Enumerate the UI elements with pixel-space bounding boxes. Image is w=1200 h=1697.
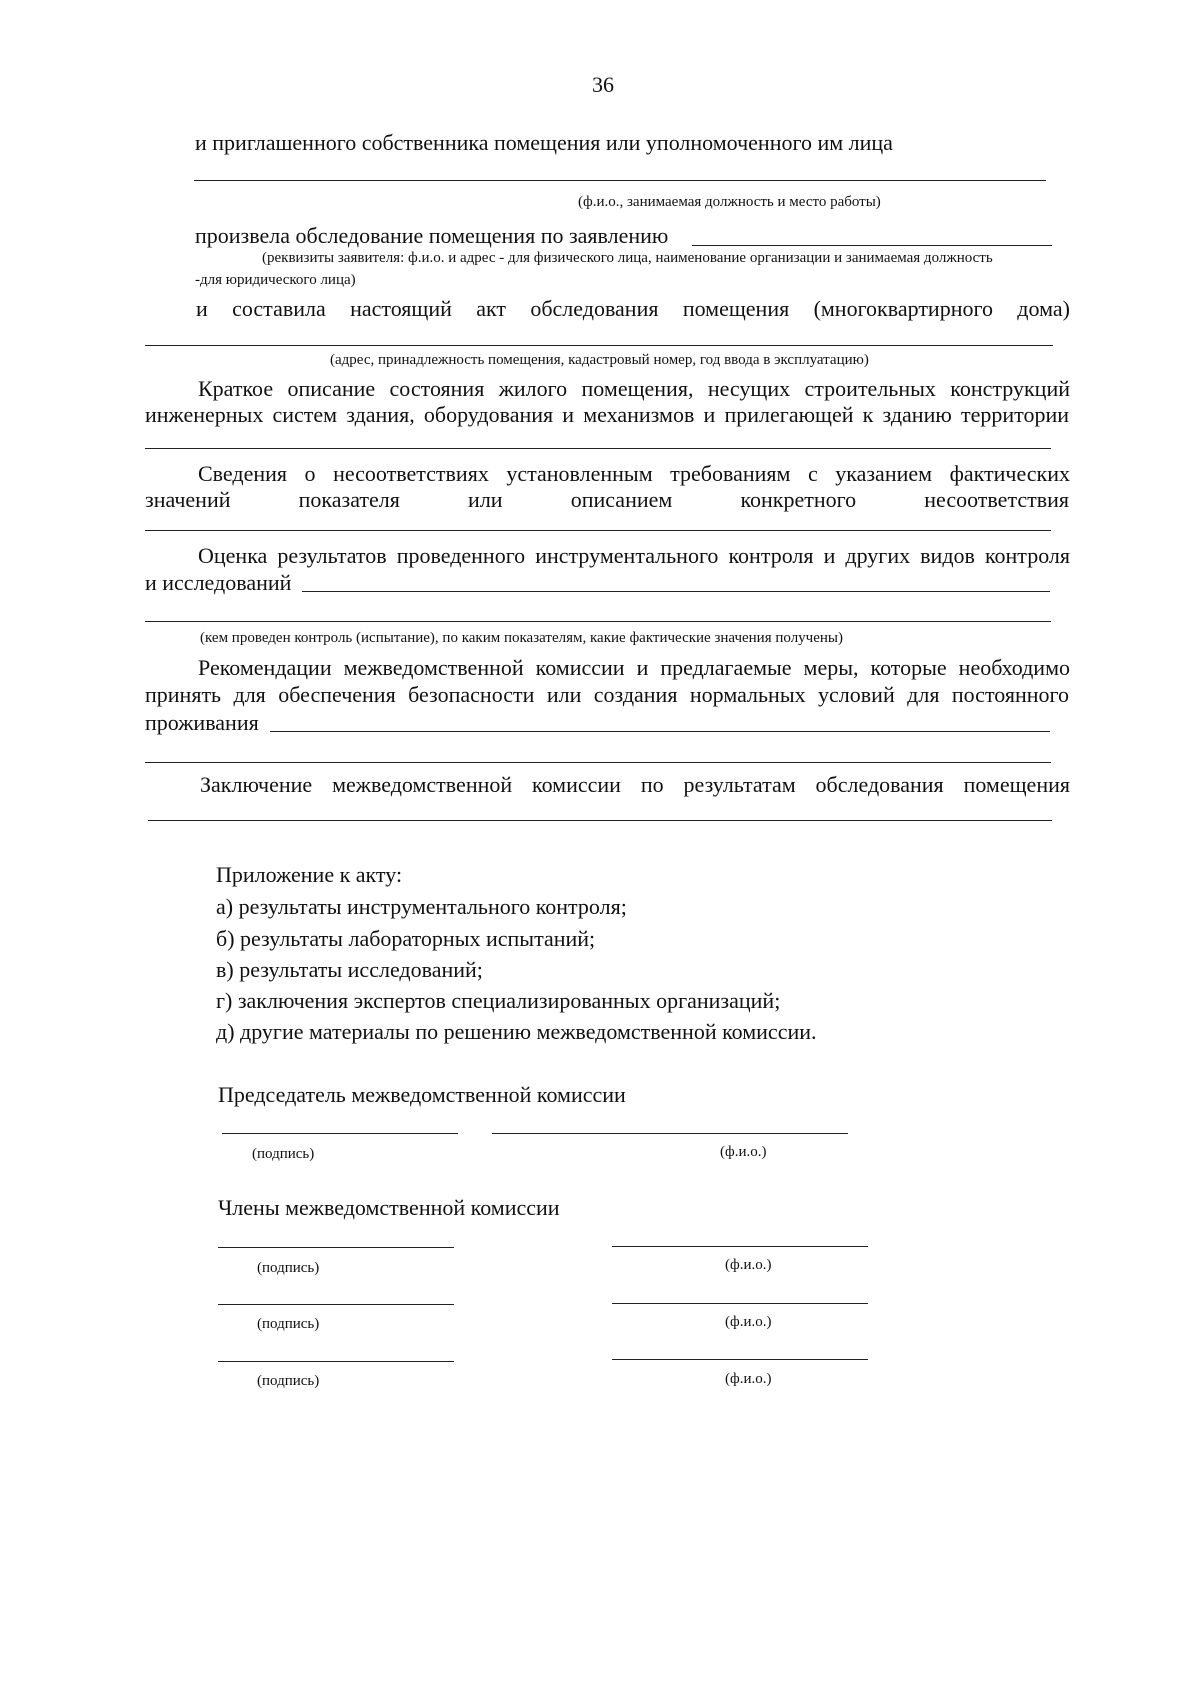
page-number: 36 (592, 72, 614, 97)
compiled-act-word: составила (232, 296, 326, 321)
conclusion-field[interactable] (148, 820, 1052, 821)
conclusion-line (200, 772, 1070, 798)
discrepancies-field[interactable] (145, 530, 1051, 531)
brief-description-line2: инженерных систем здания, оборудования и механизмов и прилегающей к зданию территории (145, 402, 1069, 427)
applicant-hint-line2: -для юридического лица) (195, 272, 356, 288)
brief-description-line1-wrap (198, 376, 1070, 402)
members-label: Члены межведомственной комиссии (218, 1195, 560, 1220)
conclusion-word: комиссии (532, 772, 621, 797)
discrepancies-word: или (468, 487, 503, 512)
conclusion-word: Заключение (200, 772, 313, 797)
recommendations-line2: принять для обеспечения безопасности или создания нормальных условий для постоянного (145, 682, 1069, 707)
conclusion-word: обследования (815, 772, 944, 797)
appendix-item: г) заключения экспертов специализированных организаций; (216, 988, 781, 1013)
discrepancies-word: показателя (298, 487, 400, 512)
signature-hint: (подпись) (257, 1373, 320, 1389)
conclusion-word: по (640, 772, 664, 797)
fio-hint: (ф.и.о.) (725, 1257, 772, 1273)
recommendations-line1-wrap (198, 655, 1070, 681)
compiled-act-line (196, 296, 1070, 322)
member1-fio-field[interactable] (612, 1246, 868, 1247)
recommendations-field[interactable] (270, 731, 1050, 732)
applicant-hint-line1: (реквизиты заявителя: ф.и.о. и адрес - для физического лица, наименование организации и занимаемая должность (262, 250, 993, 266)
compiled-act-word: (многоквартирного (813, 296, 993, 321)
application-field[interactable] (692, 245, 1052, 246)
invited-owner-label: и приглашенного собственника помещения или уполномоченного им лица (195, 130, 893, 155)
conclusion-word: межведомственной (332, 772, 513, 797)
evaluation-line1: Оценка результатов проведенного инструментального контроля и других видов контроля (198, 543, 1070, 568)
appendix-item: а) результаты инструментального контроля; (216, 894, 627, 919)
recommendations-field-2[interactable] (145, 762, 1051, 763)
appendix-item: д) другие материалы по решению межведомственной комиссии. (216, 1019, 817, 1044)
signature-hint: (подпись) (257, 1316, 320, 1332)
invited-owner-field[interactable] (194, 180, 1046, 181)
chairman-label: Председатель межведомственной комиссии (218, 1082, 626, 1107)
appendix-title: Приложение к акту: (216, 862, 403, 887)
discrepancies-line1-wrap (198, 461, 1070, 487)
conclusion-word: результатам (683, 772, 796, 797)
compiled-act-word: дома) (1017, 296, 1070, 321)
chairman-signature-field[interactable] (222, 1133, 458, 1134)
evaluation-line1-wrap (198, 543, 1070, 569)
member2-signature-field[interactable] (218, 1304, 454, 1305)
evaluation-field[interactable] (302, 591, 1050, 592)
appendix-item: в) результаты исследований; (216, 957, 483, 982)
surveyed-label: произвела обследование помещения по заявлению (195, 223, 669, 248)
compiled-act-word: обследования (530, 296, 659, 321)
fio-hint: (ф.и.о.) (725, 1314, 772, 1330)
chairman-fio-field[interactable] (492, 1133, 848, 1134)
recommendations-line1: Рекомендации межведомственной комиссии и предлагаемые меры, которые необходимо (198, 655, 1070, 680)
member3-fio-field[interactable] (612, 1359, 868, 1360)
brief-description-line2-wrap (145, 402, 1069, 428)
evaluation-field-2[interactable] (145, 621, 1051, 622)
evaluation-line2: и исследований (145, 570, 292, 595)
recommendations-line2-wrap (145, 682, 1069, 708)
brief-description-field[interactable] (145, 448, 1051, 449)
discrepancies-line1: Сведения о несоответствиях установленным требованиям с указанием фактических (198, 461, 1070, 486)
discrepancies-word: описанием (570, 487, 673, 512)
address-field[interactable] (145, 345, 1053, 346)
compiled-act-word: акт (476, 296, 507, 321)
member1-signature-field[interactable] (218, 1247, 454, 1248)
signature-hint: (подпись) (257, 1260, 320, 1276)
member2-fio-field[interactable] (612, 1303, 868, 1304)
conclusion-word: помещения (963, 772, 1070, 797)
member3-signature-field[interactable] (218, 1361, 454, 1362)
address-hint: (адрес, принадлежность помещения, кадастровый номер, год ввода в эксплуатацию) (330, 352, 869, 368)
discrepancies-word: несоответствия (924, 487, 1069, 512)
fio-hint: (ф.и.о.) (720, 1144, 767, 1160)
discrepancies-word: конкретного (740, 487, 857, 512)
compiled-act-word: помещения (682, 296, 790, 321)
control-hint: (кем проведен контроль (испытание), по каким показателям, какие фактические значения получены) (200, 630, 843, 646)
compiled-act-word: настоящий (350, 296, 452, 321)
compiled-act-word: и (196, 296, 208, 321)
fio-position-hint: (ф.и.о., занимаемая должность и место работы) (578, 194, 881, 210)
brief-description-line1: Краткое описание состояния жилого помещения, несущих строительных конструкций (198, 376, 1070, 401)
discrepancies-line2 (145, 487, 1069, 513)
appendix-item: б) результаты лабораторных испытаний; (216, 926, 596, 951)
discrepancies-word: значений (145, 487, 231, 512)
fio-hint: (ф.и.о.) (725, 1371, 772, 1387)
recommendations-line3: проживания (145, 710, 259, 735)
signature-hint: (подпись) (252, 1146, 315, 1162)
